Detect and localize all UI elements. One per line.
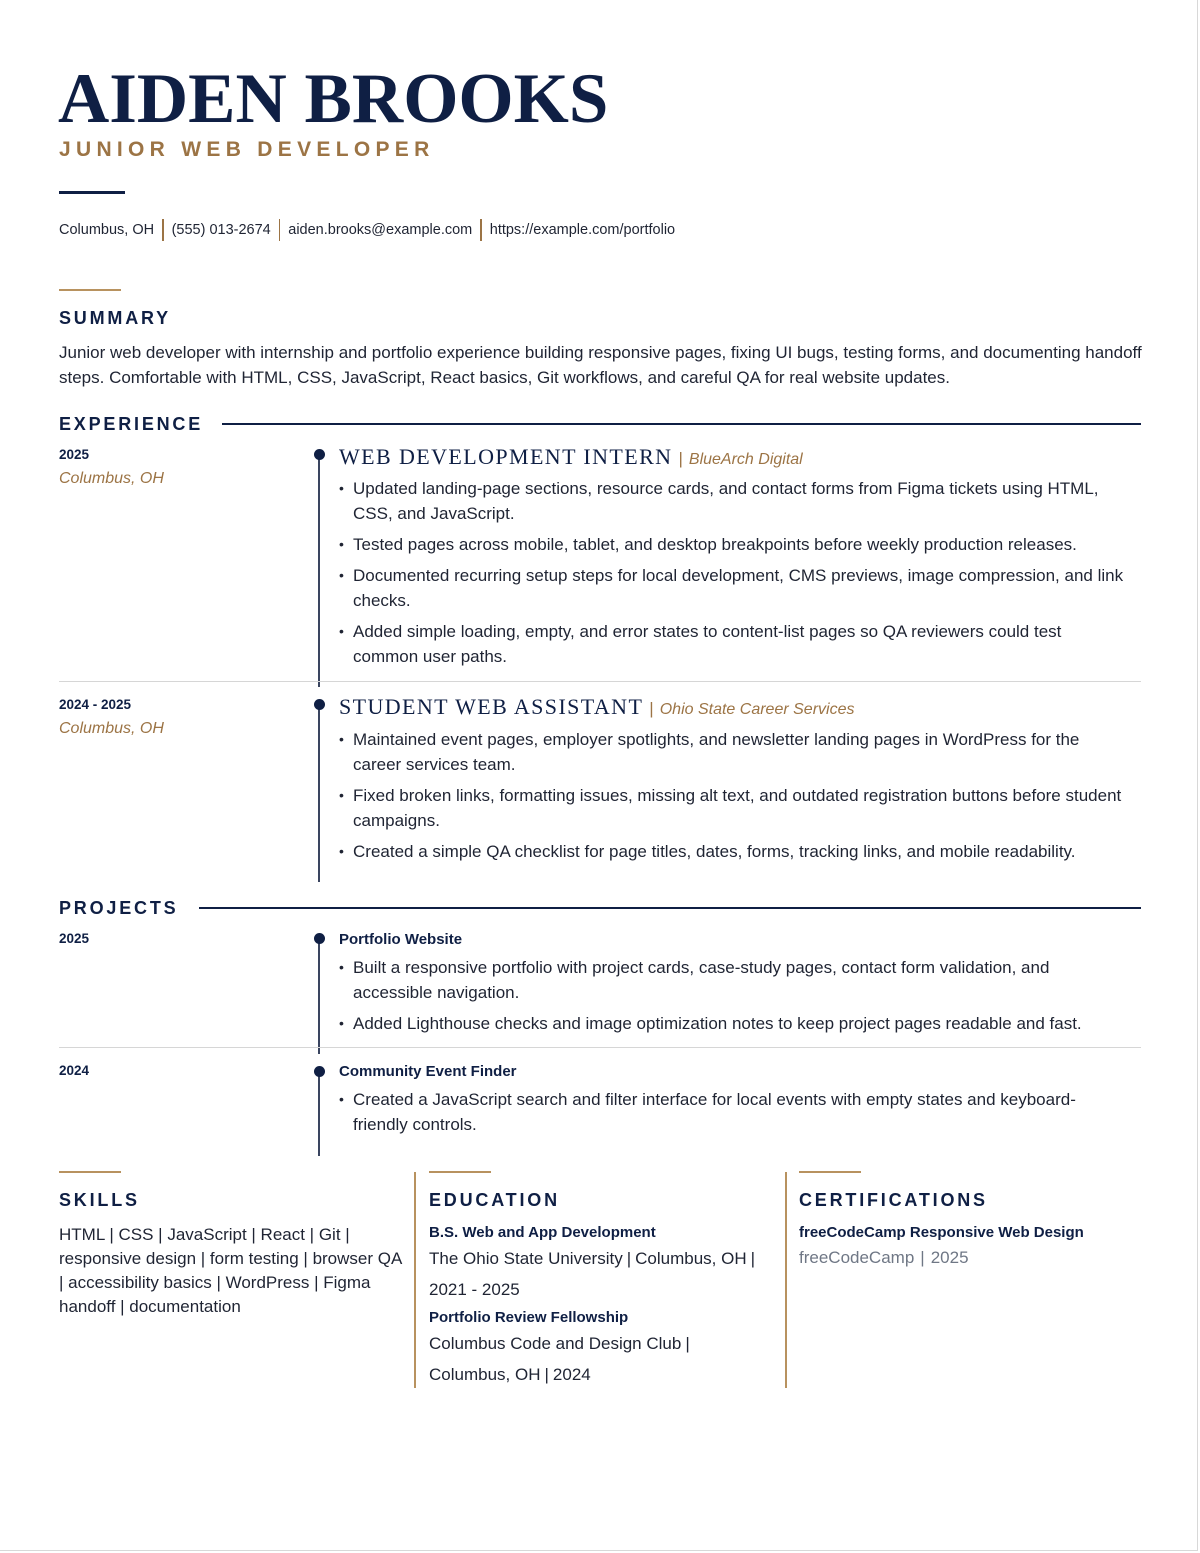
bullet-item: • Added Lighthouse checks and image optimization notes to keep project pages readable and fast. — [339, 1011, 1129, 1036]
detail-separator: | — [750, 1249, 756, 1268]
certification-details — [799, 1248, 969, 1268]
skills-list: HTML | CSS | JavaScript | React | Git | responsive design | form testing | browser QA | accessibility basics | WordPress | Figma handoff | documentation — [59, 1225, 402, 1316]
bullet-item: • Built a responsive portfolio with project cards, case-study pages, contact form validation, and accessible navigation. — [339, 955, 1129, 1005]
contact-bar — [59, 219, 675, 241]
timeline-line — [318, 938, 320, 1054]
contact-website[interactable]: https://example.com/portfolio — [489, 222, 676, 238]
projects-heading: PROJECTS — [59, 898, 179, 918]
column-divider — [785, 1172, 787, 1388]
experience-heading: EXPERIENCE — [59, 414, 204, 434]
job-date: 2025 — [59, 447, 90, 462]
certification-issuer: freeCodeCamp — [799, 1248, 915, 1267]
education-accent-rule — [429, 1171, 491, 1173]
job-location: Columbus, OH — [59, 470, 164, 487]
bullet-item: • Created a JavaScript search and filter interface for local events with empty states and keyboard-friendly controls. — [339, 1087, 1129, 1137]
job-organization: Ohio State Career Services — [659, 701, 855, 718]
candidate-name: AIDEN BROOKS — [58, 60, 609, 138]
education-years: 2021 - 2025 — [429, 1280, 520, 1299]
timeline-line — [318, 455, 320, 687]
certification-year: 2025 — [930, 1248, 969, 1267]
timeline-line — [318, 705, 320, 882]
job-heading — [339, 444, 803, 470]
summary-accent-rule — [59, 289, 121, 291]
project-date: 2024 — [59, 1063, 90, 1078]
candidate-title: JUNIOR WEB DEVELOPER — [59, 138, 435, 161]
detail-separator: | — [685, 1334, 690, 1353]
timeline-dot — [314, 449, 325, 460]
project-title: Community Event Finder — [339, 1063, 517, 1080]
education-location: Columbus, OH — [635, 1249, 747, 1268]
summary-heading: SUMMARY — [59, 308, 171, 328]
education-details — [429, 1328, 729, 1390]
contact-divider — [279, 219, 281, 241]
certifications-heading: CERTIFICATIONS — [799, 1190, 988, 1210]
detail-separator: | — [544, 1365, 549, 1384]
education-degree: B.S. Web and App Development — [429, 1224, 656, 1241]
job-separator: | — [649, 699, 654, 718]
project-bullets — [339, 955, 1129, 1042]
job-bullets — [339, 476, 1129, 675]
job-organization: BlueArch Digital — [688, 451, 803, 468]
contact-location: Columbus, OH — [59, 222, 155, 238]
project-title: Portfolio Website — [339, 931, 463, 948]
education-school: The Ohio State University — [429, 1249, 623, 1268]
bullet-item: • Created a simple QA checklist for page titles, dates, forms, tracking links, and mobile readability. — [339, 839, 1129, 864]
education-school: Columbus Code and Design Club — [429, 1334, 682, 1353]
projects-heading-rule — [199, 907, 1141, 909]
experience-heading-rule — [222, 423, 1141, 425]
job-separator: | — [678, 449, 683, 468]
entry-divider — [59, 1047, 1141, 1048]
detail-separator: | — [626, 1249, 632, 1268]
job-title: STUDENT WEB ASSISTANT — [339, 694, 644, 719]
job-heading — [339, 694, 854, 720]
project-bullets — [339, 1087, 1129, 1143]
entry-divider — [59, 681, 1141, 682]
timeline-dot — [314, 699, 325, 710]
certifications-accent-rule — [799, 1171, 861, 1173]
bullet-item: • Documented recurring setup steps for local development, CMS previews, image compression, and link checks. — [339, 563, 1129, 613]
skills-accent-rule — [59, 1171, 121, 1173]
bullet-item: • Added simple loading, empty, and error states to content-list pages so QA reviewers could test common user paths. — [339, 619, 1129, 669]
project-date: 2025 — [59, 931, 90, 946]
contact-divider — [162, 219, 164, 241]
summary-text: Junior web developer with internship and portfolio experience building responsive pages, fixing UI bugs, testing forms, and documenting handoff steps. Comfortable with HTML, CSS, JavaScript, React basics, Git workflows, and careful QA for real website updates. — [59, 343, 1142, 387]
bullet-item: • Updated landing-page sections, resource cards, and contact forms from Figma tickets using HTML, CSS, and JavaScript. — [339, 476, 1129, 526]
job-bullets — [339, 727, 1129, 870]
education-location: Columbus, OH — [429, 1365, 541, 1384]
header-rule — [59, 191, 125, 194]
job-date: 2024 - 2025 — [59, 697, 132, 712]
education-degree: Portfolio Review Fellowship — [429, 1309, 629, 1326]
bullet-item: • Maintained event pages, employer spotlights, and newsletter landing pages in WordPress for the career services team. — [339, 727, 1129, 777]
timeline-line — [318, 1071, 320, 1156]
timeline-dot — [314, 933, 325, 944]
education-details — [429, 1243, 774, 1305]
education-heading: EDUCATION — [429, 1190, 560, 1210]
column-divider — [414, 1172, 416, 1388]
certification-name: freeCodeCamp Responsive Web Design — [799, 1224, 1084, 1241]
job-title: WEB DEVELOPMENT INTERN — [339, 444, 673, 469]
job-location: Columbus, OH — [59, 720, 164, 737]
contact-phone[interactable]: (555) 013-2674 — [171, 222, 271, 238]
detail-separator: | — [920, 1248, 925, 1267]
bullet-item: • Tested pages across mobile, tablet, and desktop breakpoints before weekly production releases. — [339, 532, 1129, 557]
timeline-dot — [314, 1066, 325, 1077]
contact-divider — [480, 219, 482, 241]
skills-heading: SKILLS — [59, 1190, 140, 1210]
education-years: 2024 — [552, 1365, 591, 1384]
contact-email[interactable]: aiden.brooks@example.com — [288, 222, 473, 238]
bullet-item: • Fixed broken links, formatting issues, missing alt text, and outdated registration buttons before student campaigns. — [339, 783, 1129, 833]
